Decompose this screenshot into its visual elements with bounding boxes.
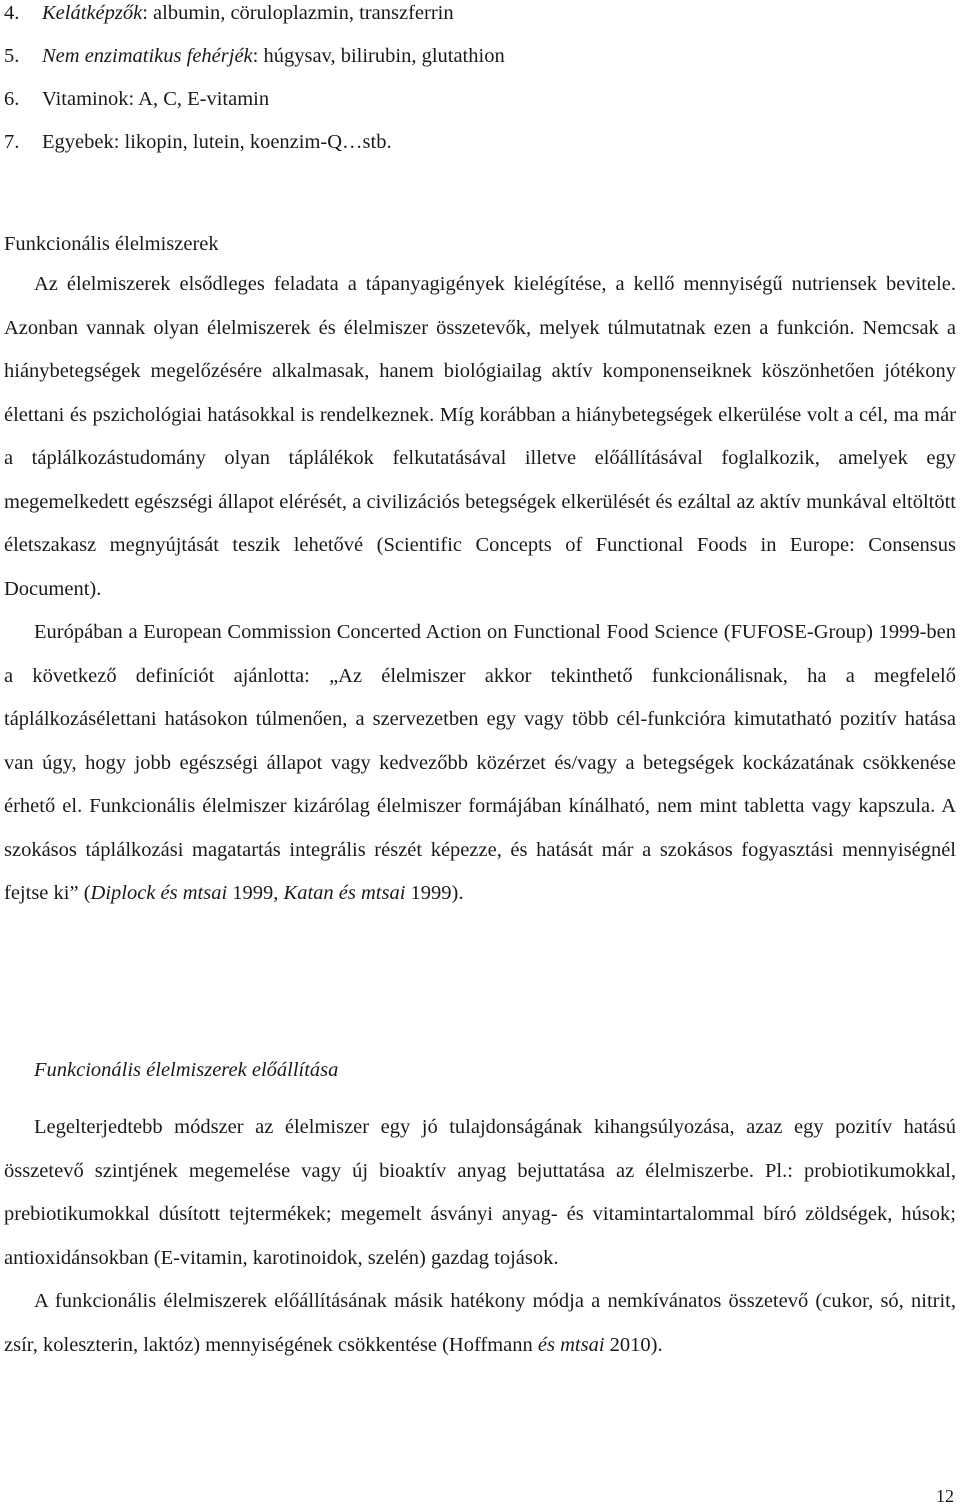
list-text: Egyebek: likopin, lutein, koenzim-Q…stb. (42, 131, 392, 153)
list-label: Nem enzimatikus fehérjék (42, 45, 253, 67)
list-number: 7. (4, 131, 20, 153)
list-label: Kelátképzők (42, 2, 143, 24)
citation: és mtsai (537, 1333, 605, 1356)
paragraph: Európában a European Commission Concerted Action on Functional Food Science (FUFOSE-Group) 1999-ben a következő definíciót ajánlotta: „Az élelmiszer akkor tekinthető funkcionálisnak, ha a megfelelő táplálkozásélettani hatásokon túlmenően, a szervezetben egy vagy több cél-funkcióra kimutatható pozitív hatása van úgy, hogy jobb egészségi állapot vagy kedvezőbb közérzet és/vagy a betegségek kockázatának csökkenése érhető el. Funkcionális élelmiszer kizárólag élelmiszer formájában kínálható, nem mint tabletta vagy kapszula. A szokásos táplálkozási magatartás integrális részét képezze, és hatását már a szokásos fogyasztási mennyiségnél fejtse ki” (Diplock és mtsai 1999, Katan és mtsai 1999). (4, 621, 956, 904)
list-item (4, 129, 505, 172)
list-item (4, 86, 505, 129)
antioxidant-list (4, 0, 505, 172)
list-item (4, 43, 505, 86)
citation: Diplock és mtsai (90, 882, 228, 904)
section-heading-functional-foods: Funkcionális élelmiszerek (4, 233, 219, 255)
section-body (4, 1106, 956, 1367)
section-body (4, 263, 956, 916)
list-number: 4. (4, 2, 20, 24)
paragraph: A funkcionális élelmiszerek előállításának másik hatékony módja a nemkívánatos összetevő (cukor, só, nitrit, zsír, koleszterin, laktóz) mennyiségének csökkentése (Hoffmann és mtsai 2010). (4, 1290, 956, 1356)
list-number: 5. (4, 45, 20, 67)
list-item (4, 0, 505, 43)
list-text: : húgysav, bilirubin, glutathion (252, 45, 505, 67)
paragraph: Legelterjedtebb módszer az élelmiszer egy jó tulajdonságának kihangsúlyozása, azaz egy pozitív hatású összetevő szintjének megemelése vagy új bioaktív anyag bejuttatása az élelmiszerbe. Pl.: probiotikumokkal, prebiotikumokkal dúsított tejtermékek; megemelt ásványi anyag- és vitamintartalommal bíró zöldségek, húsok; antioxidánsokban (E-vitamin, karotinoidok, szelén) gazdag tojások. (4, 1116, 956, 1269)
list-text: Vitaminok: A, C, E-vitamin (42, 88, 270, 110)
page-number: 12 (936, 1486, 954, 1506)
citation: Katan és mtsai (283, 882, 406, 904)
list-text: : albumin, cöruloplazmin, transzferrin (142, 2, 454, 24)
list-number: 6. (4, 88, 20, 110)
section-heading-production: Funkcionális élelmiszerek előállítása (34, 1059, 339, 1081)
paragraph: Az élelmiszerek elsődleges feladata a tápanyagigények kielégítése, a kellő mennyiségű nutriensek bevitele. Azonban vannak olyan élelmiszerek és élelmiszer összetevők, melyek túlmutatnak ezen a funkción. Nemcsak a hiánybetegségek megelőzésére alkalmasak, hanem biológiailag aktív komponenseiknek köszönhetően jótékony élettani és pszichológiai hatásokkal is rendelkeznek. Míg korábban a hiánybetegségek elkerülése volt a cél, ma már a táplálkozástudomány olyan táplálékok felkutatásával illetve előállításával foglalkozik, amelyek egy megemelkedett egészségi állapot elérését, a civilizációs betegségek elkerülését és ezáltal az aktív munkával eltöltött életszakasz megnyújtását teszik lehetővé (Scientific Concepts of Functional Foods in Europe: Consensus Document). (4, 273, 956, 600)
